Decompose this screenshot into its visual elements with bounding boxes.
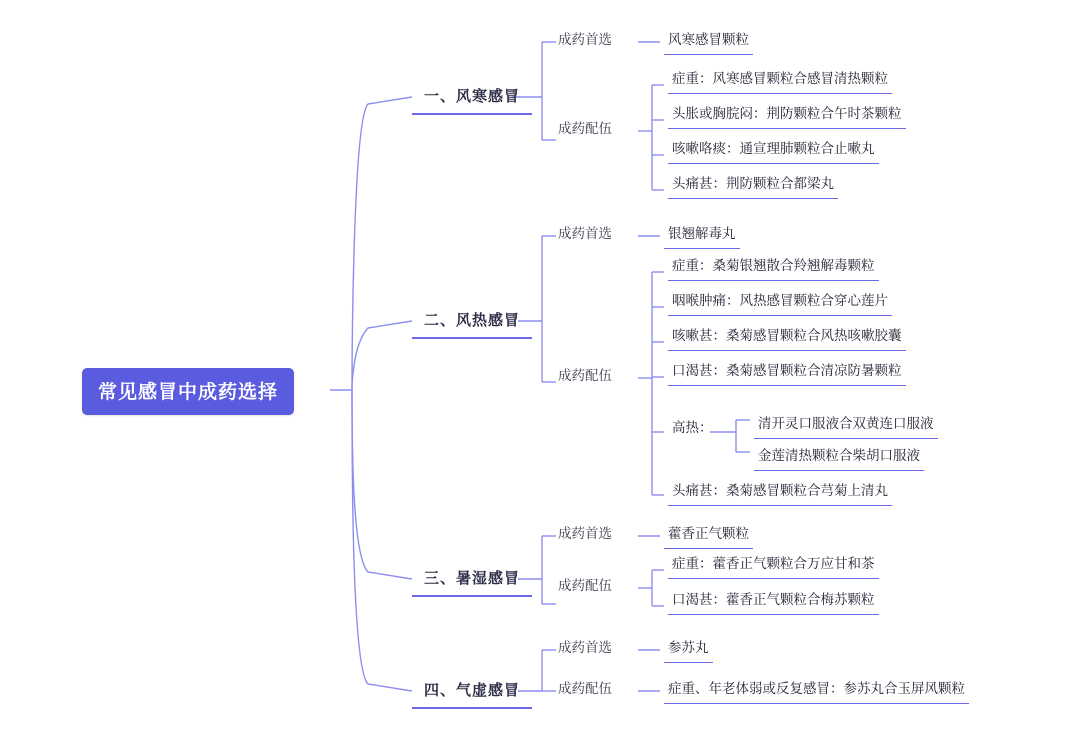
group-label-2-combo[interactable]: 成药配伍 (558, 368, 612, 383)
category-node-1[interactable]: 一、风寒感冒 (412, 80, 532, 115)
group-label-3-combo[interactable]: 成药配伍 (558, 578, 612, 593)
leaf-item[interactable]: 症重、年老体弱或反复感冒：参苏丸合玉屏风颗粒 (664, 673, 969, 704)
group-label-4-combo[interactable]: 成药配伍 (558, 681, 612, 696)
leaf-item[interactable]: 参苏丸 (664, 632, 713, 663)
group-label-1-combo[interactable]: 成药配伍 (558, 121, 612, 136)
category-node-3[interactable]: 三、暑湿感冒 (412, 562, 532, 597)
leaf-subitem[interactable]: 清开灵口服液合双黄连口服液 (754, 408, 938, 439)
leaf-item[interactable]: 症重：风寒感冒颗粒合感冒清热颗粒 (668, 63, 892, 94)
leaf-item[interactable]: 银翘解毒丸 (664, 218, 740, 249)
leaf-subitem[interactable]: 金莲清热颗粒合柴胡口服液 (754, 440, 924, 471)
leaf-item[interactable]: 风寒感冒颗粒 (664, 24, 753, 55)
group-label-4-first[interactable]: 成药首选 (558, 640, 612, 655)
leaf-item[interactable]: 症重：藿香正气颗粒合万应甘和茶 (668, 548, 879, 579)
category-node-4[interactable]: 四、气虚感冒 (412, 674, 532, 709)
leaf-item[interactable]: 咳嗽甚：桑菊感冒颗粒合风热咳嗽胶囊 (668, 320, 906, 351)
leaf-item[interactable]: 头痛甚：桑菊感冒颗粒合芎菊上清丸 (668, 475, 892, 506)
leaf-item[interactable]: 咽喉肿痛：风热感冒颗粒合穿心莲片 (668, 285, 892, 316)
category-node-2[interactable]: 二、风热感冒 (412, 304, 532, 339)
leaf-item[interactable]: 藿香正气颗粒 (664, 518, 753, 549)
leaf-item[interactable]: 头痛甚：荆防颗粒合都梁丸 (668, 168, 838, 199)
root-node[interactable]: 常见感冒中成药选择 (82, 368, 294, 415)
leaf-item[interactable]: 症重：桑菊银翘散合羚翘解毒颗粒 (668, 250, 879, 281)
leaf-item[interactable]: 头胀或胸脘闷：荆防颗粒合午时茶颗粒 (668, 98, 906, 129)
leaf-item[interactable]: 咳嗽咯痰：通宣理肺颗粒合止嗽丸 (668, 133, 879, 164)
group-label-3-first[interactable]: 成药首选 (558, 526, 612, 541)
leaf-item[interactable]: 高热： (672, 420, 713, 435)
leaf-item[interactable]: 口渴甚：藿香正气颗粒合梅苏颗粒 (668, 584, 879, 615)
group-label-2-first[interactable]: 成药首选 (558, 226, 612, 241)
leaf-item[interactable]: 口渴甚：桑菊感冒颗粒合清凉防暑颗粒 (668, 355, 906, 386)
group-label-1-first[interactable]: 成药首选 (558, 32, 612, 47)
